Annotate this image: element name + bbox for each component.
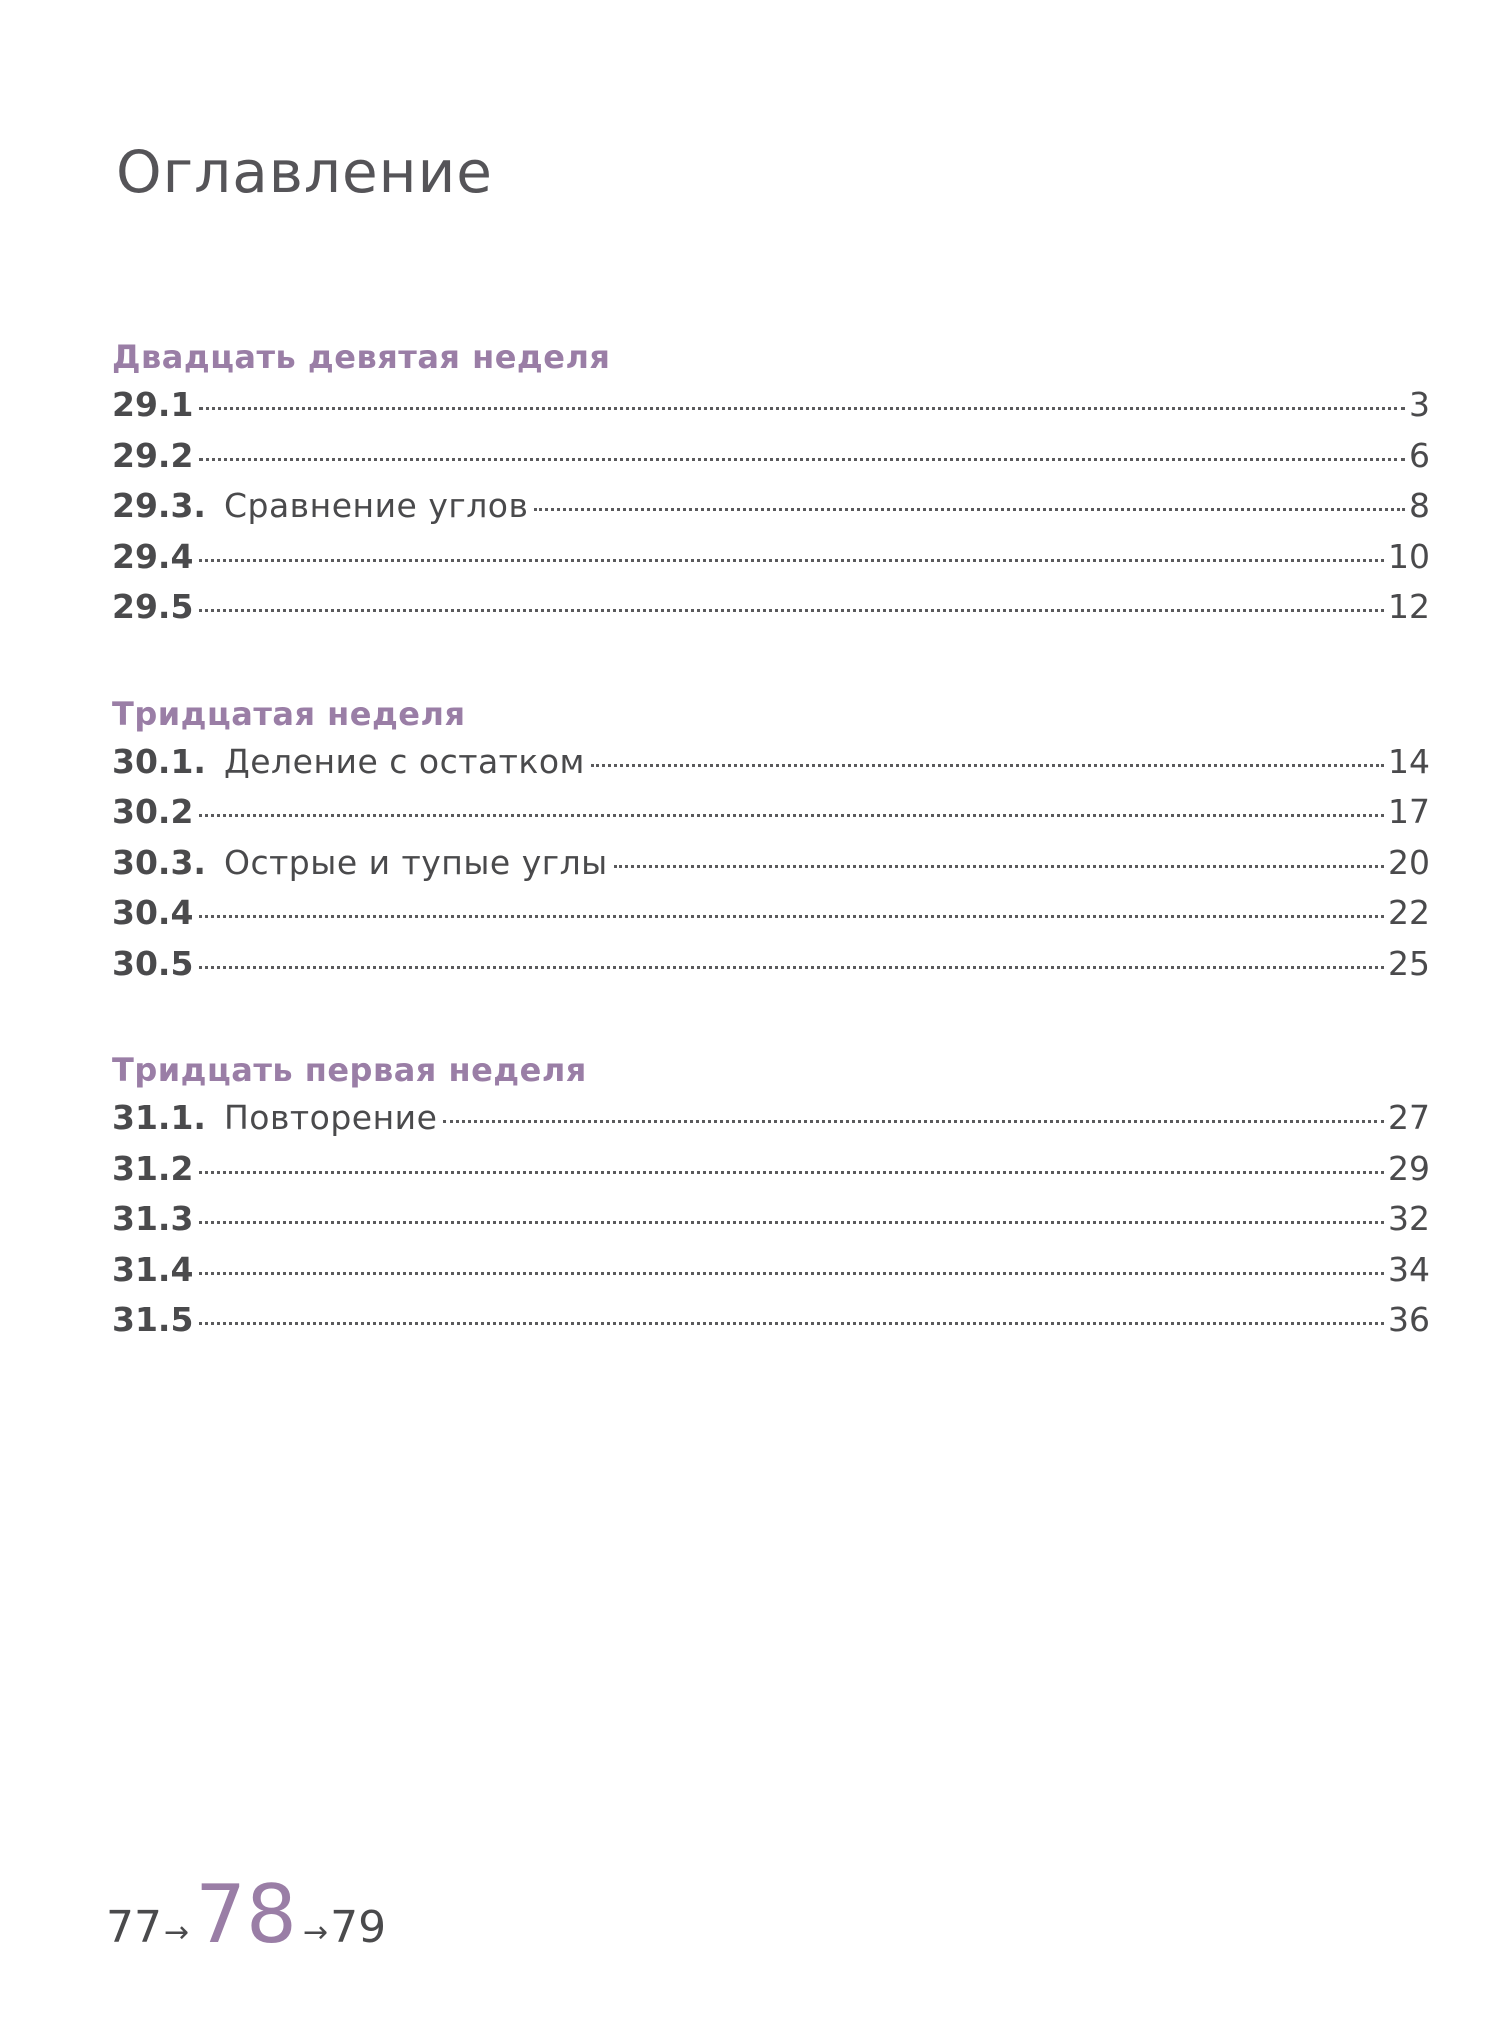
dot-leader bbox=[534, 508, 1405, 511]
entry-number: 31.3 bbox=[112, 1199, 194, 1238]
entry-page-number: 34 bbox=[1388, 1249, 1430, 1289]
next-page-number[interactable]: 79 bbox=[330, 1902, 387, 1953]
dot-leader bbox=[199, 559, 1384, 562]
toc-entry[interactable] bbox=[112, 1144, 1430, 1195]
entry-number: 30.3. bbox=[112, 842, 206, 882]
entry-page-number: 17 bbox=[1388, 792, 1430, 831]
entry-page-number: 10 bbox=[1388, 536, 1430, 576]
toc-entry[interactable] bbox=[112, 481, 1430, 532]
entry-number: 30.2 bbox=[112, 792, 194, 831]
toc-entry[interactable] bbox=[112, 939, 1430, 990]
section-title: Тридцать первая неделя bbox=[112, 1051, 587, 1089]
dot-leader bbox=[443, 1120, 1384, 1123]
entry-title: Деление с остатком bbox=[223, 741, 585, 781]
toc-entry[interactable] bbox=[112, 737, 1430, 788]
dot-leader bbox=[199, 458, 1405, 461]
entry-page-number: 20 bbox=[1388, 842, 1430, 882]
entry-page-number: 22 bbox=[1388, 893, 1430, 932]
arrow-right-icon: → bbox=[302, 1915, 329, 1950]
toc-entry[interactable] bbox=[112, 888, 1430, 939]
entry-title: Острые и тупые углы bbox=[223, 842, 608, 882]
entry-number: 31.1. bbox=[112, 1098, 206, 1137]
dot-leader bbox=[199, 1322, 1384, 1325]
toc-section-29 bbox=[112, 334, 1430, 633]
toc-entry[interactable] bbox=[112, 431, 1430, 482]
arrow-right-icon: → bbox=[164, 1915, 190, 1950]
entry-number: 29.5 bbox=[112, 587, 194, 626]
entry-page-number: 32 bbox=[1388, 1199, 1430, 1238]
dot-leader bbox=[199, 1272, 1384, 1275]
toc-entry[interactable] bbox=[112, 1295, 1430, 1346]
prev-page-number[interactable]: 77 bbox=[106, 1902, 162, 1953]
entry-page-number: 6 bbox=[1409, 435, 1430, 475]
toc-entry[interactable] bbox=[112, 1194, 1430, 1245]
section-title: Тридцатая неделя bbox=[112, 694, 466, 733]
entry-title: Сравнение углов bbox=[223, 486, 529, 525]
toc-entry[interactable] bbox=[112, 787, 1430, 838]
toc-entry[interactable] bbox=[112, 532, 1430, 583]
dot-leader bbox=[199, 814, 1384, 817]
section-title: Двадцать девятая неделя bbox=[112, 338, 611, 376]
entry-page-number: 27 bbox=[1388, 1098, 1430, 1137]
toc-entry[interactable] bbox=[112, 380, 1430, 431]
entry-page-number: 25 bbox=[1388, 943, 1430, 983]
entry-number: 30.4 bbox=[112, 893, 194, 932]
entry-number: 30.1. bbox=[112, 741, 206, 781]
dot-leader bbox=[199, 915, 1384, 918]
dot-leader bbox=[591, 764, 1384, 767]
toc-entry[interactable] bbox=[112, 838, 1430, 889]
entry-number: 30.5 bbox=[112, 943, 194, 983]
page-title: Оглавление bbox=[116, 138, 493, 206]
dot-leader bbox=[199, 609, 1384, 612]
entry-number: 29.4 bbox=[112, 536, 194, 576]
dot-leader bbox=[199, 1171, 1384, 1174]
entry-title: Повторение bbox=[223, 1098, 438, 1137]
entry-number: 29.1 bbox=[112, 385, 194, 424]
dot-leader bbox=[199, 407, 1405, 410]
entry-page-number: 3 bbox=[1409, 385, 1430, 424]
toc-entry[interactable] bbox=[112, 582, 1430, 633]
page-navigation bbox=[106, 1868, 386, 1961]
toc-section-30 bbox=[112, 691, 1430, 990]
entry-number: 31.2 bbox=[112, 1148, 194, 1188]
table-of-contents bbox=[112, 334, 1430, 1404]
dot-leader bbox=[199, 1221, 1384, 1224]
entry-page-number: 36 bbox=[1388, 1300, 1430, 1339]
entry-number: 29.3. bbox=[112, 486, 206, 525]
entry-page-number: 8 bbox=[1409, 486, 1430, 525]
entry-page-number: 12 bbox=[1388, 587, 1430, 626]
entry-number: 31.4 bbox=[112, 1249, 194, 1289]
entry-number: 31.5 bbox=[112, 1300, 194, 1339]
dot-leader bbox=[614, 865, 1384, 868]
toc-entry[interactable] bbox=[112, 1093, 1430, 1144]
toc-entry[interactable] bbox=[112, 1245, 1430, 1296]
entry-number: 29.2 bbox=[112, 435, 194, 475]
entry-page-number: 14 bbox=[1388, 741, 1430, 781]
entry-page-number: 29 bbox=[1388, 1148, 1430, 1188]
toc-section-31 bbox=[112, 1047, 1430, 1346]
current-page-number: 78 bbox=[195, 1868, 297, 1961]
dot-leader bbox=[199, 966, 1384, 969]
